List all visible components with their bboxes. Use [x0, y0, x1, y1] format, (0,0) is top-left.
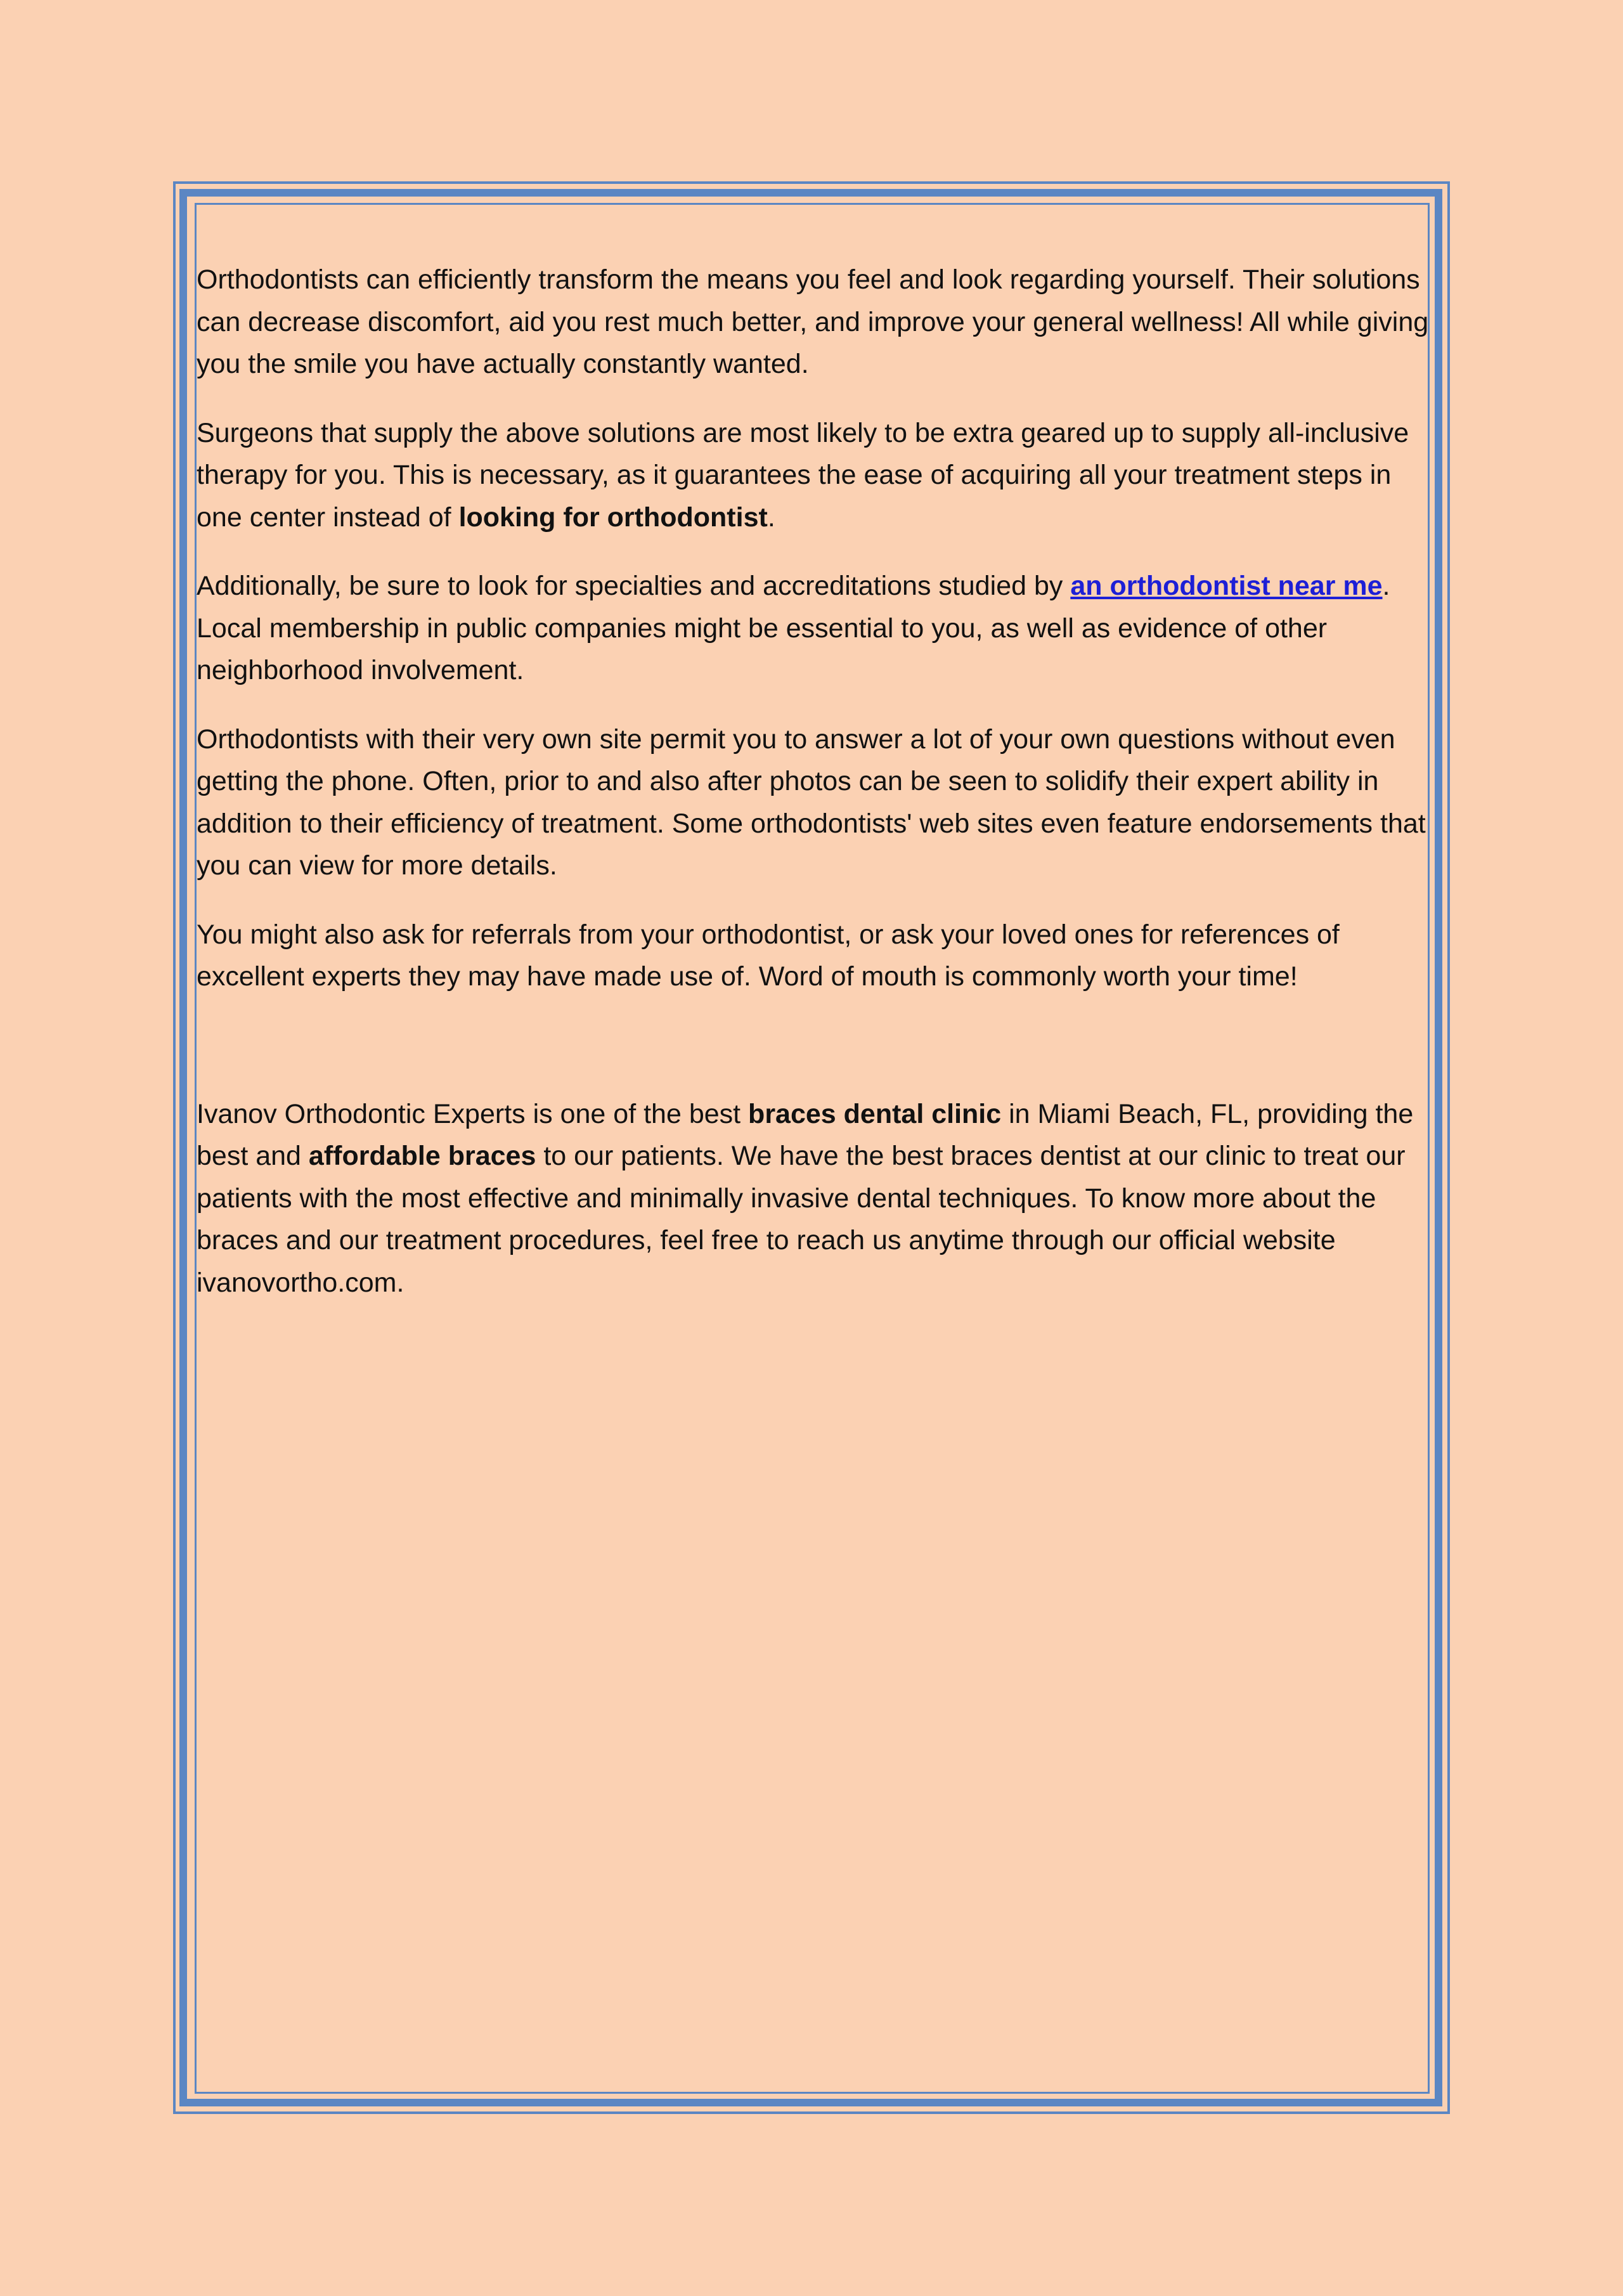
paragraph-2-text: Surgeons that supply the above solutions are most likely to be extra geared up to supply all-inclusive therapy for you. This is necessary, as it guarantees the ease of acquiring all your treatment steps in one center instead of [197, 417, 1409, 533]
paragraph-4 [197, 718, 1430, 887]
bold-keyword-braces-dental-clinic: braces dental clinic [748, 1098, 1002, 1129]
paragraph-6 [197, 1093, 1430, 1304]
paragraph-2 [197, 412, 1430, 539]
paragraph-5-text: You might also ask for referrals from your orthodontist, or ask your loved ones for references of excellent experts they may have made use of. Word of mouth is commonly worth your time! [197, 919, 1340, 992]
paragraph-6-part-1: Ivanov Orthodontic Experts is one of the best [197, 1098, 749, 1129]
paragraph-2-end: . [767, 502, 775, 533]
paragraph-3-text: Additionally, be sure to look for specialties and accreditations studied by [197, 571, 1071, 601]
document-body [197, 259, 1430, 1330]
paragraph-4-text: Orthodontists with their very own site permit you to answer a lot of your own questions without even getting the phone. Often, prior to and also after photos can be seen to solidify their expert ability in addition to their efficiency of treatment. Some orthodontists' web sites even feature endorsements that you can view for more details. [197, 723, 1426, 881]
orthodontist-near-me-link[interactable]: an orthodontist near me [1070, 571, 1383, 601]
paragraph-3-end: . Local membership in public companies might be essential to you, as well as evidence of other neighborhood involvement. [197, 571, 1390, 685]
paragraph-1 [197, 259, 1430, 386]
paragraph-5 [197, 914, 1430, 998]
paragraph-6-part-3: to our patients. We have the best braces dentist at our clinic to treat our patients with the most effective and minimally invasive dental techniques. To know more about the braces and our treatment procedures, feel free to reach us anytime through our official website ivanovortho.com. [197, 1141, 1406, 1298]
paragraph-3 [197, 565, 1430, 692]
bold-keyword-looking-for-orthodontist: looking for orthodontist [458, 502, 768, 533]
bold-keyword-affordable-braces: affordable braces [308, 1141, 536, 1171]
paragraph-1-text: Orthodontists can efficiently transform the means you feel and look regarding yourself. Their solutions can decrease discomfort, aid you rest much better, and improve your general wellness! All while giving you the smile you have actually constantly wanted. [197, 264, 1429, 379]
paragraph-6-part-2: in Miami Beach, FL, providing the best and [197, 1098, 1414, 1171]
